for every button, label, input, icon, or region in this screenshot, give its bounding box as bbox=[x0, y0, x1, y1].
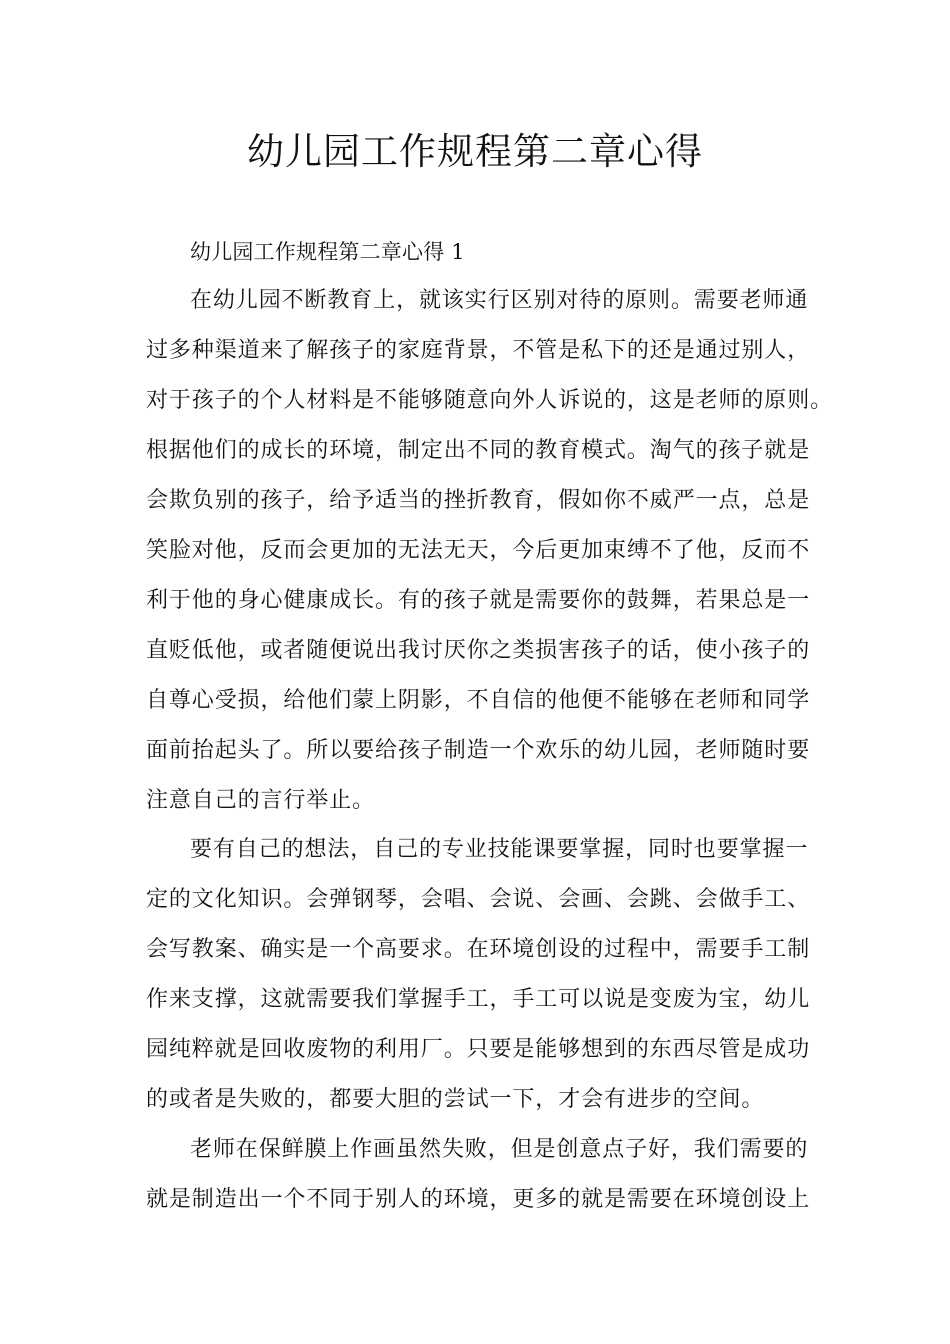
paragraph-2-line-4: 作来支撑，这就需要我们掌握手工，手工可以说是变废为宝，幼儿 bbox=[146, 987, 811, 1012]
paragraph-1-line-5: 会欺负别的孩子，给予适当的挫折教育，假如你不威严一点，总是 bbox=[146, 488, 811, 513]
paragraph-1-line-2: 过多种渠道来了解孩子的家庭背景，不管是私下的还是通过别人， bbox=[146, 338, 811, 363]
paragraph-3-line-1: 老师在保鲜膜上作画虽然失败，但是创意点子好，我们需要的 bbox=[190, 1137, 809, 1162]
paragraph-2-line-1: 要有自己的想法，自己的专业技能课要掌握，同时也要掌握一 bbox=[190, 837, 809, 862]
paragraph-1-line-8: 直贬低他，或者随便说出我讨厌你之类损害孩子的话，使小孩子的 bbox=[146, 638, 811, 663]
paragraph-1-line-9: 自尊心受损，给他们蒙上阴影，不自信的他便不能够在老师和同学 bbox=[146, 688, 811, 713]
paragraph-1-line-11: 注意自己的言行举止。 bbox=[146, 788, 376, 813]
paragraph-2-line-2: 定的文化知识。会弹钢琴，会唱、会说、会画、会跳、会做手工、 bbox=[146, 887, 811, 912]
paragraph-1-line-6: 笑脸对他，反而会更加的无法无天，今后更加束缚不了他，反而不 bbox=[146, 538, 811, 563]
document-title: 幼儿园工作规程第二章心得 bbox=[247, 130, 703, 173]
paragraph-1-line-7: 利于他的身心健康成长。有的孩子就是需要你的鼓舞，若果总是一 bbox=[146, 588, 811, 613]
paragraph-1-line-4: 根据他们的成长的环境，制定出不同的教育模式。淘气的孩子就是 bbox=[146, 438, 811, 463]
paragraph-2-line-5: 园纯粹就是回收废物的利用厂。只要是能够想到的东西尽管是成功 bbox=[146, 1037, 811, 1062]
paragraph-1-line-3: 对于孩子的个人材料是不能够随意向外人诉说的，这是老师的原则。 bbox=[146, 388, 834, 413]
paragraph-2-line-3: 会写教案、确实是一个高要求。在环境创设的过程中，需要手工制 bbox=[146, 937, 811, 962]
paragraph-1-line-1: 在幼儿园不断教育上，就该实行区别对待的原则。需要老师通 bbox=[190, 288, 809, 313]
section-subheading: 幼儿园工作规程第二章心得 1 bbox=[190, 240, 465, 264]
paragraph-3-line-2: 就是制造出一个不同于别人的环境，更多的就是需要在环境创设上 bbox=[146, 1187, 811, 1212]
paragraph-1-line-10: 面前抬起头了。所以要给孩子制造一个欢乐的幼儿园，老师随时要 bbox=[146, 738, 811, 763]
paragraph-2-line-6: 的或者是失败的，都要大胆的尝试一下，才会有进步的空间。 bbox=[146, 1087, 765, 1112]
